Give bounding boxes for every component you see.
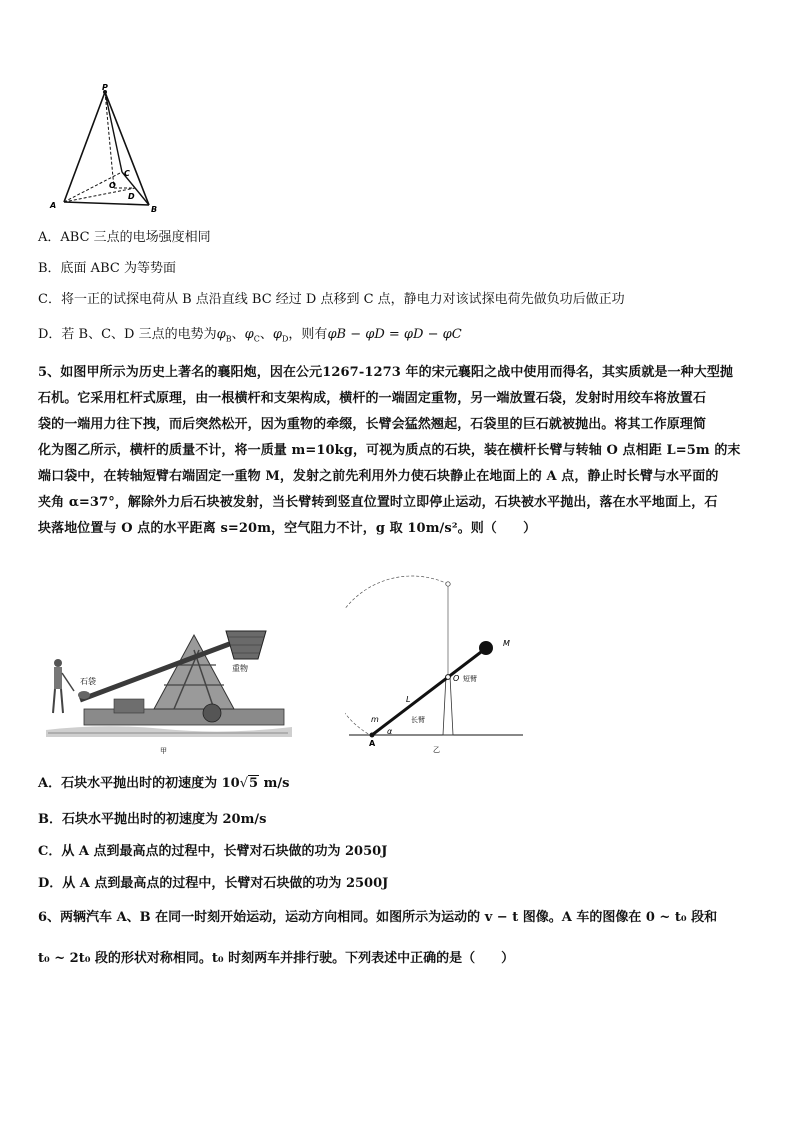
q5-stem-line: 端口袋中，在转轴短臂右端固定一重物 M，发射之前先利用外力使石块静止在地面上的 A 点，静止时长臂与水平面的 [38, 469, 719, 484]
q6-stem-line-1: 6、两辆汽车 A、B 在同一时刻开始运动，运动方向相同。如图所示为运动的 v − t 图像。A 车的图像在 0 ~ t₀ 段和 [38, 910, 718, 925]
q4-option-c: C．将一正的试探电荷从 B 点沿直线 BC 经过 D 点移到 C 点，静电力对该试探电荷先做负功后做正功 [38, 292, 625, 307]
q5-option-b: B．石块水平抛出时的初速度为 20m/s [38, 812, 267, 827]
q5-option-a-text: A．石块水平抛出时的初速度为 10 [38, 776, 240, 791]
q6-stem-line-2: t₀ ~ 2t₀ 段的形状对称相同。t₀ 时刻两车并排行驶。下列表述中正确的是（ ） [38, 951, 515, 966]
label-P: P [102, 84, 108, 92]
label-A: A [50, 201, 57, 210]
phi-d: φ [272, 327, 282, 342]
q5-stem-line: 夹角 α=37°，解除外力后石块被发射，当长臂转到竖直位置时立即停止运动，石块被水平抛出，落在水平地面上，石 [38, 495, 718, 510]
label-A: A [369, 739, 376, 748]
q5-option-d: D．从 A 点到最高点的过程中，长臂对石块做的功为 2500J [38, 876, 389, 891]
label-long-arm: 长臂 [411, 716, 425, 724]
then-text: ，则有 [288, 327, 328, 342]
pyramid-figure [44, 84, 174, 219]
catapult-illustration [44, 595, 294, 755]
sqrt-symbol: √ [239, 776, 249, 791]
q5-option-c: C．从 A 点到最高点的过程中，长臂对石块做的功为 2050J [38, 844, 388, 859]
phi-c: φ [244, 327, 254, 342]
phi-b-sub: B [225, 334, 232, 344]
phi-b: φ [216, 327, 226, 342]
q5-stem-line: 化为图乙所示，横杆的质量不计，将一质量 m=10kg，可视为质点的石块，装在横杆长臂与转轴 O 点相距 L=5m 的末 [38, 443, 741, 458]
label-heavy-weight: 重物 [232, 664, 248, 673]
q4-option-d [38, 326, 462, 349]
label-short-arm: 短臂 [463, 675, 477, 683]
label-D: D [128, 192, 135, 201]
phi-d-sub: D [282, 334, 289, 344]
q5-stem [38, 360, 760, 542]
lever-diagram [345, 574, 530, 754]
sep-1: 、 [231, 327, 245, 342]
label-B: B [151, 205, 158, 214]
label-O: O [109, 181, 116, 190]
q4-option-a: A．ABC 三点的电场强度相同 [38, 230, 211, 245]
q5-stem-line: 石机。它采用杠杆式原理，由一根横杆和支架构成，横杆的一端固定重物，另一端放置石袋，发射时用绞车将放置石 [38, 391, 707, 406]
label-M: M [503, 639, 510, 648]
phi-c-sub: C [253, 334, 260, 344]
label-L: L [406, 695, 411, 704]
q5-stem-line: 5、如图甲所示为历史上著名的襄阳炮，因在公元1267-1273 年的宋元襄阳之战中使用而得名，其实质就是一种大型抛 [38, 365, 734, 380]
q4-option-b: B．底面 ABC 为等势面 [38, 261, 176, 276]
label-stone-bag: 石袋 [80, 677, 96, 686]
sqrt-radicand: 5 [249, 776, 259, 791]
caption-yi: 乙 [433, 746, 440, 754]
label-alpha: α [387, 727, 393, 736]
q4-option-d-prefix: D．若 B、C、D 三点的电势为 [38, 327, 217, 342]
label-C: C [124, 169, 130, 178]
label-m: m [371, 715, 379, 724]
caption-jia: 甲 [160, 747, 167, 755]
q5-stem-line: 袋的一端用力往下拽，而后突然松开，因为重物的牵缀，长臂会猛然翘起，石袋里的巨石就被抛出。将其工作原理简 [38, 417, 707, 432]
q5-option-a-unit: m/s [259, 776, 290, 791]
q5-stem-line: 块落地位置与 O 点的水平距离 s=20m，空气阻力不计，g 取 10m/s²。则（ ） [38, 521, 537, 536]
potential-equation: φB − φD = φD − φC [327, 327, 462, 342]
sep-2: 、 [259, 327, 273, 342]
q5-option-a [38, 775, 289, 793]
label-O: O [453, 674, 460, 683]
